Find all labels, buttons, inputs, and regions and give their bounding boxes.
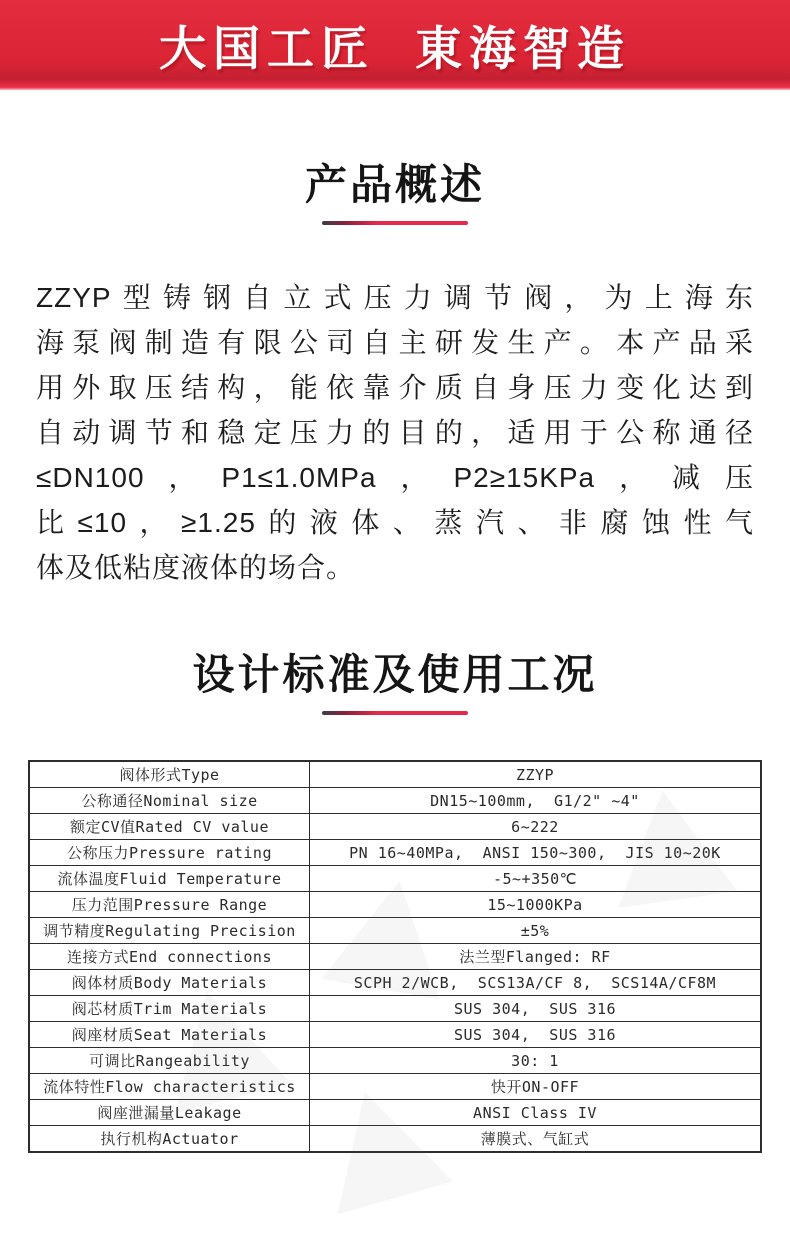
- spec-label-cell: 流体特性Flow characteristics: [29, 1074, 310, 1100]
- overview-paragraph-line: 体及低粘度液体的场合。: [36, 552, 356, 584]
- spec-label-cell: 流体温度Fluid Temperature: [29, 866, 310, 892]
- overview-paragraph: [36, 275, 754, 590]
- spec-row: [29, 1048, 761, 1074]
- spec-label-cell: 调节精度Regulating Precision: [29, 918, 310, 944]
- spec-value-cell: 30: 1: [310, 1048, 762, 1074]
- overview-paragraph-line: ≤DN100，P1≤1.0MPa，P2≥15KPa，减压: [36, 462, 754, 494]
- spec-row: [29, 996, 761, 1022]
- spec-label-cell: 压力范围Pressure Range: [29, 892, 310, 918]
- spec-label-cell: 公称通径Nominal size: [29, 788, 310, 814]
- spec-value-cell: ANSI Class IV: [310, 1100, 762, 1126]
- spec-row: [29, 970, 761, 996]
- overview-paragraph-line: 用外取压结构，能依靠介质自身压力变化达到: [36, 372, 754, 404]
- spec-table-body: [29, 761, 761, 1152]
- specs-title-underline: [322, 711, 468, 715]
- spec-value-cell: SUS 304, SUS 316: [310, 996, 762, 1022]
- spec-row: [29, 788, 761, 814]
- spec-row: [29, 944, 761, 970]
- overview-title-underline: [322, 221, 468, 225]
- specs-section-title: 设计标准及使用工况: [192, 651, 598, 699]
- spec-value-cell: 薄膜式、气缸式: [310, 1126, 762, 1153]
- spec-label-cell: 阀芯材质Trim Materials: [29, 996, 310, 1022]
- spec-row: [29, 918, 761, 944]
- spec-label-cell: 连接方式End connections: [29, 944, 310, 970]
- spec-value-cell: SUS 304, SUS 316: [310, 1022, 762, 1048]
- spec-value-cell: DN15~100mm, G1/2" ~4": [310, 788, 762, 814]
- spec-row: [29, 761, 761, 788]
- spec-row: [29, 866, 761, 892]
- spec-row: [29, 1074, 761, 1100]
- spec-label-cell: 阀座材质Seat Materials: [29, 1022, 310, 1048]
- top-banner: [0, 0, 790, 90]
- overview-paragraph-line: 海泵阀制造有限公司自主研发生产。本产品采: [36, 327, 754, 359]
- spec-row: [29, 814, 761, 840]
- spec-value-cell: ±5%: [310, 918, 762, 944]
- overview-section-title: 产品概述: [304, 161, 485, 208]
- banner-slogan: 大国工匠 東海智造: [158, 21, 632, 75]
- spec-label-cell: 阀体材质Body Materials: [29, 970, 310, 996]
- spec-row: [29, 892, 761, 918]
- spec-row: [29, 1022, 761, 1048]
- overview-paragraph-line: 自动调节和稳定压力的目的，适用于公称通径: [36, 417, 754, 449]
- spec-label-cell: 额定CV值Rated CV value: [29, 814, 310, 840]
- spec-row: [29, 1126, 761, 1153]
- spec-value-cell: -5~+350℃: [310, 866, 762, 892]
- spec-value-cell: 6~222: [310, 814, 762, 840]
- spec-value-cell: 法兰型Flanged: RF: [310, 944, 762, 970]
- spec-value-cell: PN 16~40MPa, ANSI 150~300, JIS 10~20K: [310, 840, 762, 866]
- spec-value-cell: ZZYP: [310, 761, 762, 788]
- overview-paragraph-line: ZZYP型铸钢自立式压力调节阀，为上海东: [36, 282, 754, 314]
- spec-value-cell: 快开ON-OFF: [310, 1074, 762, 1100]
- spec-label-cell: 公称压力Pressure rating: [29, 840, 310, 866]
- spec-table: [28, 760, 762, 1153]
- spec-label-cell: 执行机构Actuator: [29, 1126, 310, 1153]
- spec-label-cell: 可调比Rangeability: [29, 1048, 310, 1074]
- overview-paragraph-line: 比≤10，≥1.25的液体、蒸汽、非腐蚀性气: [36, 507, 754, 539]
- spec-label-cell: 阀体形式Type: [29, 761, 310, 788]
- spec-row: [29, 1100, 761, 1126]
- spec-value-cell: 15~1000KPa: [310, 892, 762, 918]
- spec-row: [29, 840, 761, 866]
- spec-table-wrapper: [28, 760, 762, 1153]
- spec-label-cell: 阀座泄漏量Leakage: [29, 1100, 310, 1126]
- spec-value-cell: SCPH 2/WCB, SCS13A/CF 8, SCS14A/CF8M: [310, 970, 762, 996]
